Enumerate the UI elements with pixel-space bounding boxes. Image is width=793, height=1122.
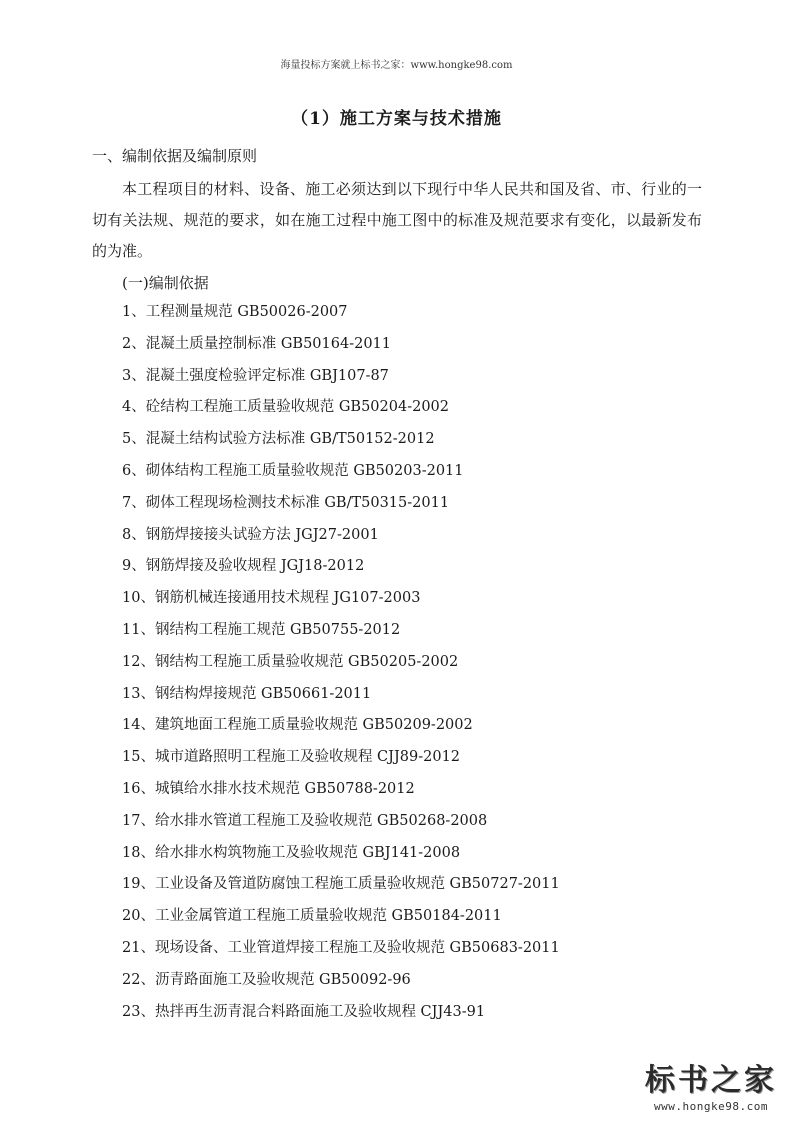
list-item: 9、钢筋焊接及验收规程 JGJ18-2012 xyxy=(122,558,365,575)
list-item: 6、砌体结构工程施工质量验收规范 GB50203-2011 xyxy=(122,462,464,479)
list-item: 21、现场设备、工业管道焊接工程施工及验收规范 GB50683-2011 xyxy=(122,939,560,956)
page-title: （1）施工方案与技术措施 xyxy=(291,109,502,129)
list-item: 12、钢结构工程施工质量验收规范 GB50205-2002 xyxy=(122,653,459,670)
list-item: 17、给水排水管道工程施工及验收规范 GB50268-2008 xyxy=(122,812,488,829)
standards-list xyxy=(122,300,560,1031)
list-item: 5、混凝土结构试验方法标准 GB/T50152-2012 xyxy=(122,431,435,448)
list-item: 4、砼结构工程施工质量验收规范 GB50204-2002 xyxy=(122,399,449,416)
list-item: 3、混凝土强度检验评定标准 GBJ107-87 xyxy=(122,367,389,384)
list-item: 10、钢筋机械连接通用技术规程 JG107-2003 xyxy=(122,590,421,607)
list-item: 16、城镇给水排水技术规范 GB50788-2012 xyxy=(122,780,415,797)
list-item: 18、给水排水构筑物施工及验收规范 GBJ141-2008 xyxy=(122,844,461,861)
list-item: 1、工程测量规范 GB50026-2007 xyxy=(122,304,348,320)
logo-text: 标书之家 xyxy=(645,1063,777,1098)
list-item: 22、沥青路面施工及验收规范 GB50092-96 xyxy=(122,971,411,988)
list-item: 7、砌体工程现场检测技术标准 GB/T50315-2011 xyxy=(122,494,450,511)
list-item: 2、混凝土质量控制标准 GB50164-2011 xyxy=(122,335,391,352)
section-heading: 一、编制依据及编制原则 xyxy=(92,147,258,165)
list-item: 13、钢结构焊接规范 GB50661-2011 xyxy=(122,685,372,702)
brand-logo xyxy=(636,1064,786,1113)
page-header: 海量投标方案就上标书之家：www.hongke98.com xyxy=(280,60,513,71)
list-item: 23、热拌再生沥青混合料路面施工及验收规程 CJJ43-91 xyxy=(122,1003,486,1020)
list-item: 11、钢结构工程施工规范 GB50755-2012 xyxy=(122,621,401,638)
list-item: 19、工业设备及管道防腐蚀工程施工质量验收规范 GB50727-2011 xyxy=(122,876,560,893)
list-item: 15、城市道路照明工程施工及验收规程 CJJ89-2012 xyxy=(122,749,461,766)
intro-paragraph: 本工程项目的材料、设备、施工必须达到以下现行中华人民共和国及省、市、行业的一切有关法规、规范的要求，如在施工过程中施工图中的标准及规范要求有变化，以最新发布的为准。 xyxy=(92,180,702,260)
list-item: 14、建筑地面工程施工质量验收规范 GB50209-2002 xyxy=(122,717,473,734)
list-item: 8、钢筋焊接接头试验方法 JGJ27-2001 xyxy=(122,526,379,543)
list-item: 20、工业金属管道工程施工质量验收规范 GB50184-2011 xyxy=(122,908,502,925)
subsection-heading: (一)编制依据 xyxy=(122,274,209,292)
logo-url: www.hongke98.com xyxy=(654,1100,768,1113)
